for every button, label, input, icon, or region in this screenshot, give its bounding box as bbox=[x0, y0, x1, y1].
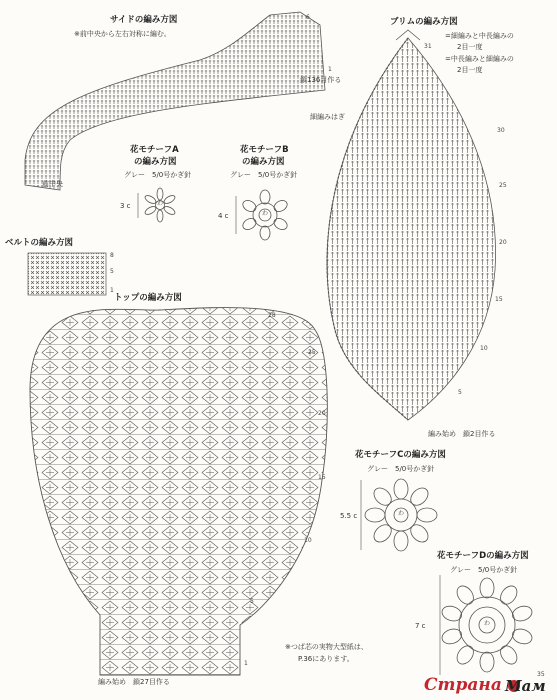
motif-c-size: 5.5 c bbox=[340, 512, 358, 520]
watermark-text-2: Мам bbox=[505, 677, 546, 695]
motif-a-spec: グレー 5/0号かぎ針 bbox=[124, 171, 192, 179]
belt-title: ベルトの編み方図 bbox=[5, 238, 74, 248]
top-row-10: 10 bbox=[304, 537, 312, 544]
motif-b-title-1: 花モチーフB bbox=[240, 145, 289, 155]
motif-b-title-2: の編み方図 bbox=[242, 157, 285, 167]
legend-1a: =細編みと中長編みの bbox=[445, 32, 514, 40]
side-note: ※前中央から左右対称に編む。 bbox=[74, 30, 171, 38]
motif-d-size: 7 c bbox=[415, 622, 426, 630]
legend-1b: 2目一度 bbox=[457, 43, 483, 51]
side-title: サイドの編み方図 bbox=[110, 15, 178, 25]
top-row-25: 25 bbox=[308, 349, 316, 356]
side-row-end: 6 bbox=[306, 14, 310, 21]
page-number: 35 bbox=[537, 671, 545, 678]
brim-row-10: 10 bbox=[480, 345, 488, 352]
belt-row-mid: 5 bbox=[110, 268, 114, 275]
brim-slip-label: 細編みはぎ bbox=[310, 113, 345, 121]
top-chart bbox=[25, 300, 335, 680]
belt-row-top: 8 bbox=[110, 252, 114, 259]
brim-row-25: 25 bbox=[499, 182, 507, 189]
brim-chart bbox=[327, 30, 496, 420]
side-chain-label: 鎖136目作る bbox=[300, 76, 342, 84]
belt-chart bbox=[28, 253, 106, 295]
legend-2a: =中長編みと細編みの bbox=[445, 55, 514, 63]
brim-row-31: 31 bbox=[424, 43, 432, 50]
motif-b-spec: グレー 5/0号かぎ針 bbox=[230, 171, 298, 179]
brim-start-label: 編み始め 鎖2目作る bbox=[428, 430, 496, 438]
motif-a-ring: わ bbox=[157, 200, 164, 207]
watermark-text-1: Страна bbox=[424, 675, 502, 695]
motif-d-ring: わ bbox=[484, 620, 491, 627]
motif-c-title: 花モチーフCの編み方図 bbox=[355, 450, 446, 460]
legend-2b: 2目一度 bbox=[457, 66, 483, 74]
front-center-label: 前中央 bbox=[42, 180, 63, 188]
brim-row-15: 15 bbox=[495, 296, 503, 303]
top-row-15: 15 bbox=[318, 474, 326, 481]
motif-a-title-1: 花モチーフA bbox=[130, 145, 179, 155]
top-title: トップの編み方図 bbox=[114, 293, 182, 303]
belt-row-bottom: 1 bbox=[110, 287, 114, 294]
top-row-5: 5 bbox=[250, 598, 254, 605]
motif-d-title: 花モチーフDの編み方図 bbox=[437, 551, 529, 561]
top-note-2: P.36にあります。 bbox=[298, 655, 354, 663]
brim-row-20: 20 bbox=[499, 239, 507, 246]
side-row-start: 1 bbox=[328, 66, 332, 73]
motif-c-ring: わ bbox=[398, 510, 405, 517]
motif-a-size: 3 c bbox=[120, 202, 131, 210]
brim-row-30: 30 bbox=[497, 127, 505, 134]
top-start-label: 編み始め 鎖27目作る bbox=[98, 678, 170, 686]
motif-d-spec: グレー 5/0号かぎ針 bbox=[450, 566, 518, 574]
top-row-1: 1 bbox=[244, 660, 248, 667]
motif-a-title-2: の編み方図 bbox=[134, 157, 177, 167]
brim-title: ブリムの編み方図 bbox=[390, 17, 458, 27]
motif-b-size: 4 c bbox=[218, 212, 229, 220]
top-row-28: 28 bbox=[268, 312, 276, 319]
top-row-20: 20 bbox=[318, 410, 326, 417]
motif-b-ring: わ bbox=[262, 210, 269, 217]
top-note-1: ※つば芯の実物大型紙は、 bbox=[285, 643, 368, 651]
brim-row-5: 5 bbox=[458, 389, 462, 396]
motif-c-spec: グレー 5/0号かぎ針 bbox=[367, 465, 435, 473]
